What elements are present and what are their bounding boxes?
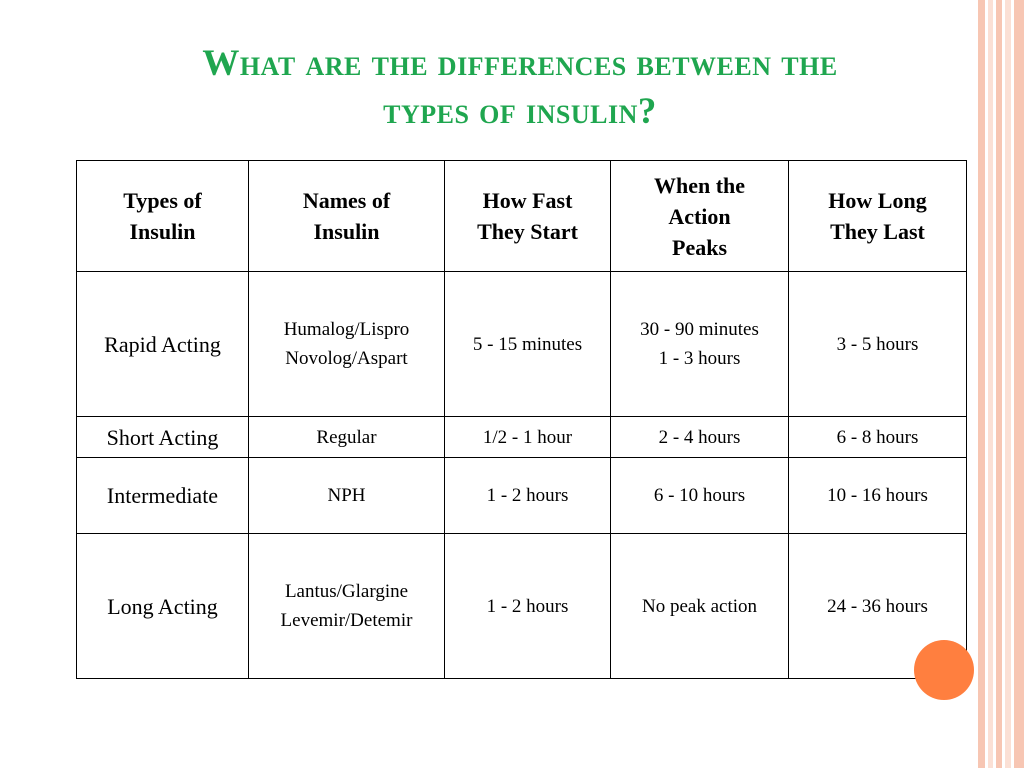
- header-peak: [611, 161, 789, 272]
- cell-start: 1 - 2 hours: [445, 534, 611, 679]
- header-how-long: [789, 161, 967, 272]
- cell-type: Rapid Acting: [77, 272, 249, 417]
- cell-name-line: Regular: [316, 426, 377, 448]
- table-row-short: [77, 417, 967, 458]
- cell-type: Short Acting: [77, 417, 249, 458]
- header-text: Action: [668, 203, 731, 229]
- cell-names: [249, 417, 445, 458]
- cell-name-line: Novolog/Aspart: [285, 348, 408, 369]
- decorative-stripe-4: [1005, 0, 1011, 768]
- cell-peak: [611, 534, 789, 679]
- cell-name-line: Levemir/Detemir: [280, 610, 413, 631]
- table-row-long: [77, 534, 967, 679]
- decorative-stripe-2: [988, 0, 993, 768]
- header-types: [77, 161, 249, 272]
- cell-peak: [611, 458, 789, 534]
- header-text: They Last: [830, 219, 925, 244]
- header-text: Types of: [123, 188, 202, 213]
- table-row-rapid: [77, 272, 967, 417]
- cell-last: 6 - 8 hours: [789, 417, 967, 458]
- cell-start: 1/2 - 1 hour: [445, 417, 611, 458]
- cell-start: 5 - 15 minutes: [445, 272, 611, 417]
- slide-title: [80, 40, 960, 136]
- header-text: Names of: [302, 188, 391, 213]
- header-row: [77, 161, 967, 272]
- header-text: When the: [653, 172, 746, 198]
- cell-last: 3 - 5 hours: [789, 272, 967, 417]
- header-names: [249, 161, 445, 272]
- cell-type: Intermediate: [77, 458, 249, 534]
- decorative-stripe-5: [1014, 0, 1024, 768]
- header-text: How Long: [828, 188, 927, 213]
- cell-peak-line: 30 - 90 minutes: [640, 319, 759, 340]
- cell-last: 10 - 16 hours: [789, 458, 967, 534]
- cell-peak-line: 1 - 3 hours: [658, 348, 741, 369]
- cell-names: [249, 534, 445, 679]
- cell-peak-line: 2 - 4 hours: [658, 426, 741, 448]
- table-row-intermediate: [77, 458, 967, 534]
- cell-name-line: Lantus/Glargine: [284, 581, 409, 602]
- cell-peak: [611, 272, 789, 417]
- decorative-stripe-3: [996, 0, 1002, 768]
- header-text: Insulin: [129, 219, 196, 244]
- cell-names: [249, 272, 445, 417]
- cell-peak: [611, 417, 789, 458]
- cell-names: [249, 458, 445, 534]
- slide-title-line-1: What are the differences between the: [202, 43, 838, 84]
- insulin-table: [76, 160, 967, 679]
- decorative-stripe-1: [978, 0, 985, 768]
- slide-title-line-2: types of insulin?: [383, 91, 657, 132]
- decorative-circle: [914, 640, 974, 700]
- header-text: Peaks: [672, 234, 727, 260]
- cell-type: Long Acting: [77, 534, 249, 679]
- cell-last: 24 - 36 hours: [789, 534, 967, 679]
- header-text: How Fast: [482, 188, 573, 213]
- cell-name-line: NPH: [327, 485, 366, 506]
- cell-peak-line: No peak action: [641, 595, 757, 617]
- header-how-fast: [445, 161, 611, 272]
- header-text: Insulin: [313, 219, 380, 244]
- cell-name-line: Humalog/Lispro: [283, 319, 410, 340]
- header-text: They Start: [477, 219, 578, 244]
- cell-start: 1 - 2 hours: [445, 458, 611, 534]
- cell-peak-line: 6 - 10 hours: [653, 485, 746, 506]
